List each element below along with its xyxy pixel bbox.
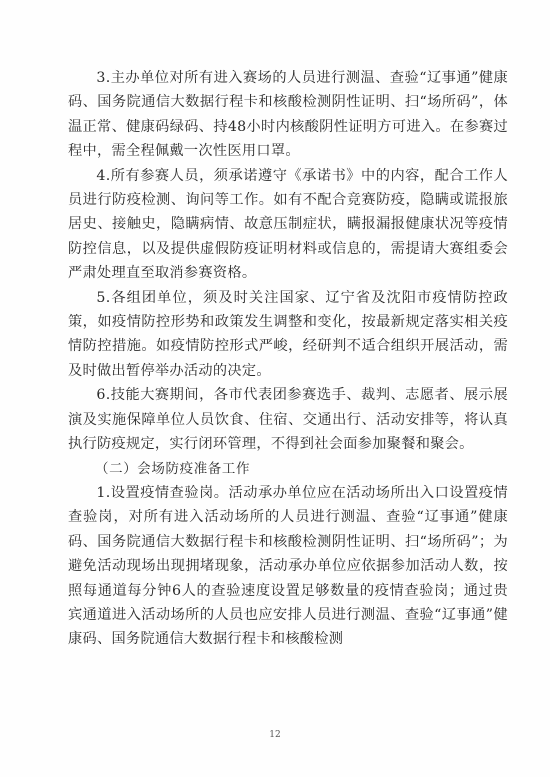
page-body (68, 66, 508, 652)
page-number: 12 (269, 730, 281, 740)
paragraph-policy-tracking: 5.各组团单位，须及时关注国家、辽宁省及沈阳市疫情防控政策，如疫情防控形势和政策发生调整和变化，按最新规定落实相关疫情防控措施。如疫情防控形式严峻，经研判不适合组织开展活动，需及时做出暂停举办活动的决定。 (68, 289, 508, 379)
paragraph-entry-check: 3.主办单位对所有进入赛场的人员进行测温、查验“辽事通”健康码、国务院通信大数据行程卡和核酸检测阴性证明、扫“场所码”，体温正常、健康码绿码、持48小时内核酸阴性证明方可进入。在参赛过程中，需全程佩戴一次性医用口罩。 (68, 70, 508, 160)
paragraph-closed-loop-management: 6.技能大赛期间，各市代表团参赛选手、裁判、志愿者、展示展演及实施保障单位人员饮食、住宿、交通出行、活动安排等，将认真执行防疫规定，实行闭环管理，不得到社会面参加聚餐和聚会。 (68, 387, 508, 453)
paragraph-participant-commitment: 4.所有参赛人员，须承诺遵守《承诺书》中的内容，配合工作人员进行防疫检测、询问等工作。如有不配合竞赛防疫，隐瞒或谎报旅居史、接触史，隐瞒病情、故意压制症状，瞒报漏报健康状况等疫情防控信息，以及提供虚假防疫证明材料或信息的，需提请大赛组委会严肃处理直至取消参赛资格。 (68, 167, 508, 282)
paragraph-checkpoint-setup: 1.设置疫情查验岗。活动承办单位应在活动场所出入口设置疫情查验岗，对所有进入活动场所的人员进行测温、查验“辽事通”健康码、国务院通信大数据行程卡和核酸检测阴性证明、扫“场所码”；为避免活动现场出现拥堵现象，活动承办单位应依据参加活动人数，按照每通道每分钟6人的查验速度设置足够数量的疫情查验岗；通过贵宾通道进入活动场所的人员也应安排人员进行测温、查验“辽事通”健康码、国务院通信大数据行程卡和核酸检测 (68, 484, 508, 648)
section-heading: （二）会场防疫准备工作 (95, 460, 251, 477)
